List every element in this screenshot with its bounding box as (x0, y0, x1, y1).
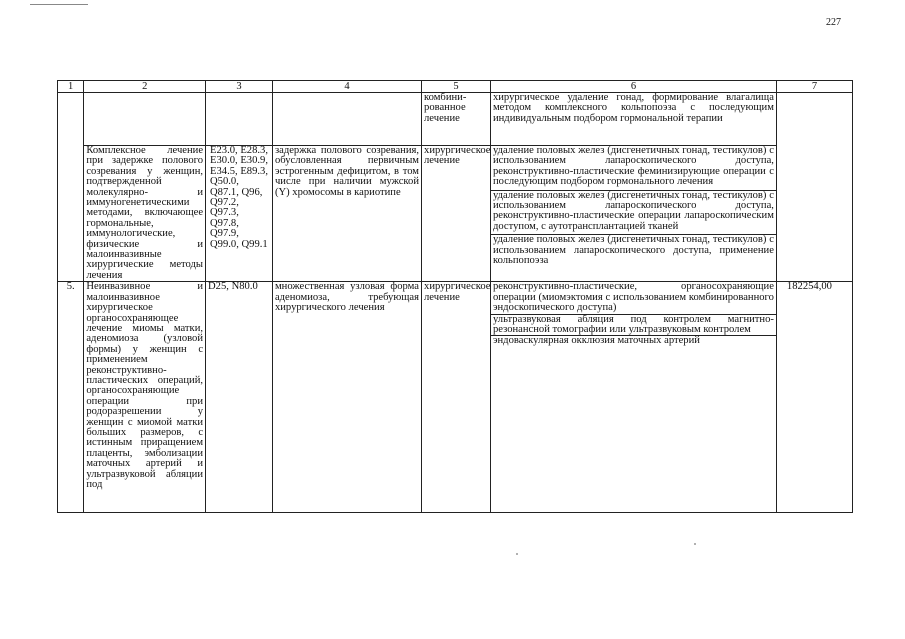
cell-name: Неинвазивное и малоинвазивное хирургическое органосохраняющее лечение миомы матки, аденомиоза (узловой формы) у женщин с применением реконструктивно-пластических операций, органосохраняющие операции при родоразрешении у женщин с миомой матки больших размеров, с истинным приращением плаценты, эмболизации маточных артерий и ультразвуковой абляции под (84, 282, 206, 513)
cell-cost (776, 93, 852, 282)
cell-treatment-type: комбини-рованное лечение (422, 93, 491, 146)
cell-method: ультразвуковая абляция под контролем магнитно-резонансной томографии или ультразвуковым контролем (490, 314, 776, 336)
cell-method: удаление половых желез (дисгенетичных гонад, тестикулов) с использованием лапароскопического доступа, применение кольпопоэза (490, 235, 776, 282)
table-row (58, 146, 853, 191)
cell-model (272, 93, 421, 146)
header-cell: 2 (84, 81, 206, 93)
cell-method: хирургическое удаление гонад, формирование влагалища методом комплексного кольпопоэза с последующим индивидуальным подбором гормональной терапии (490, 93, 776, 146)
cell-method: удаление половых желез (дисгенетичных гонад, тестикулов) с использованием лапароскопического доступа, реконструктивно-пластические операции лапароскопическим доступом, с аутотрансплантацией тканей (490, 190, 776, 235)
header-cell: 3 (206, 81, 273, 93)
scan-artifact-dot (694, 543, 696, 545)
cell-model: множественная узловая форма аденомиоза, требующая хирургического лечения (272, 282, 421, 513)
scan-artifact-dot (516, 553, 518, 555)
header-cell: 1 (58, 81, 84, 93)
header-row (58, 81, 853, 93)
cell-codes (206, 93, 273, 146)
header-cell: 4 (272, 81, 421, 93)
header-cell: 7 (776, 81, 852, 93)
cell-method: эндоваскулярная окклюзия маточных артерий (490, 336, 776, 513)
page-number: 227 (826, 17, 841, 28)
cell-name: Комплексное лечение при задержке полового созревания у женщин, подтвержденной молекулярно- и иммуногенетическими методами, включающее гормональные, иммунологические, физические и малоинвазивные хирургические методы лечения (84, 146, 206, 282)
cell-treatment-type: хирургическое лечение (422, 146, 491, 282)
header-cell: 5 (422, 81, 491, 93)
cell-name (84, 93, 206, 146)
cell-codes: E23.0, E28.3, E30.0, E30.9, E34.5, E89.3, Q50.0, Q87.1, Q96, Q97.2, Q97.3, Q97.8, Q97.9, Q99.0, Q99.1 (206, 146, 273, 282)
header-cell: 6 (490, 81, 776, 93)
scan-artifact-line (30, 4, 88, 5)
cell-model: задержка полового созревания, обусловленная первичным эстрогенным дефицитом, в том числе при наличии мужской (Y) хромосомы в кариотипе (272, 146, 421, 282)
table-row (58, 282, 853, 314)
cell-method: удаление половых желез (дисгенетичных гонад, тестикулов) с использованием лапароскопического доступа, реконструктивно-пластические феминизирующие операции с последующим подбором гормонального лечения (490, 146, 776, 191)
cell-number: 5. (58, 282, 84, 513)
cell-method: реконструктивно-пластические, органосохраняющие операции (миомэктомия с использованием комбинированного эндоскопического доступа) (490, 282, 776, 314)
cell-cost: 182254,00 (776, 282, 852, 513)
cell-codes: D25, N80.0 (206, 282, 273, 513)
procedures-table (57, 80, 853, 513)
table-row-continuation (58, 93, 853, 146)
cell-number (58, 93, 84, 282)
cell-treatment-type: хирургическое лечение (422, 282, 491, 513)
